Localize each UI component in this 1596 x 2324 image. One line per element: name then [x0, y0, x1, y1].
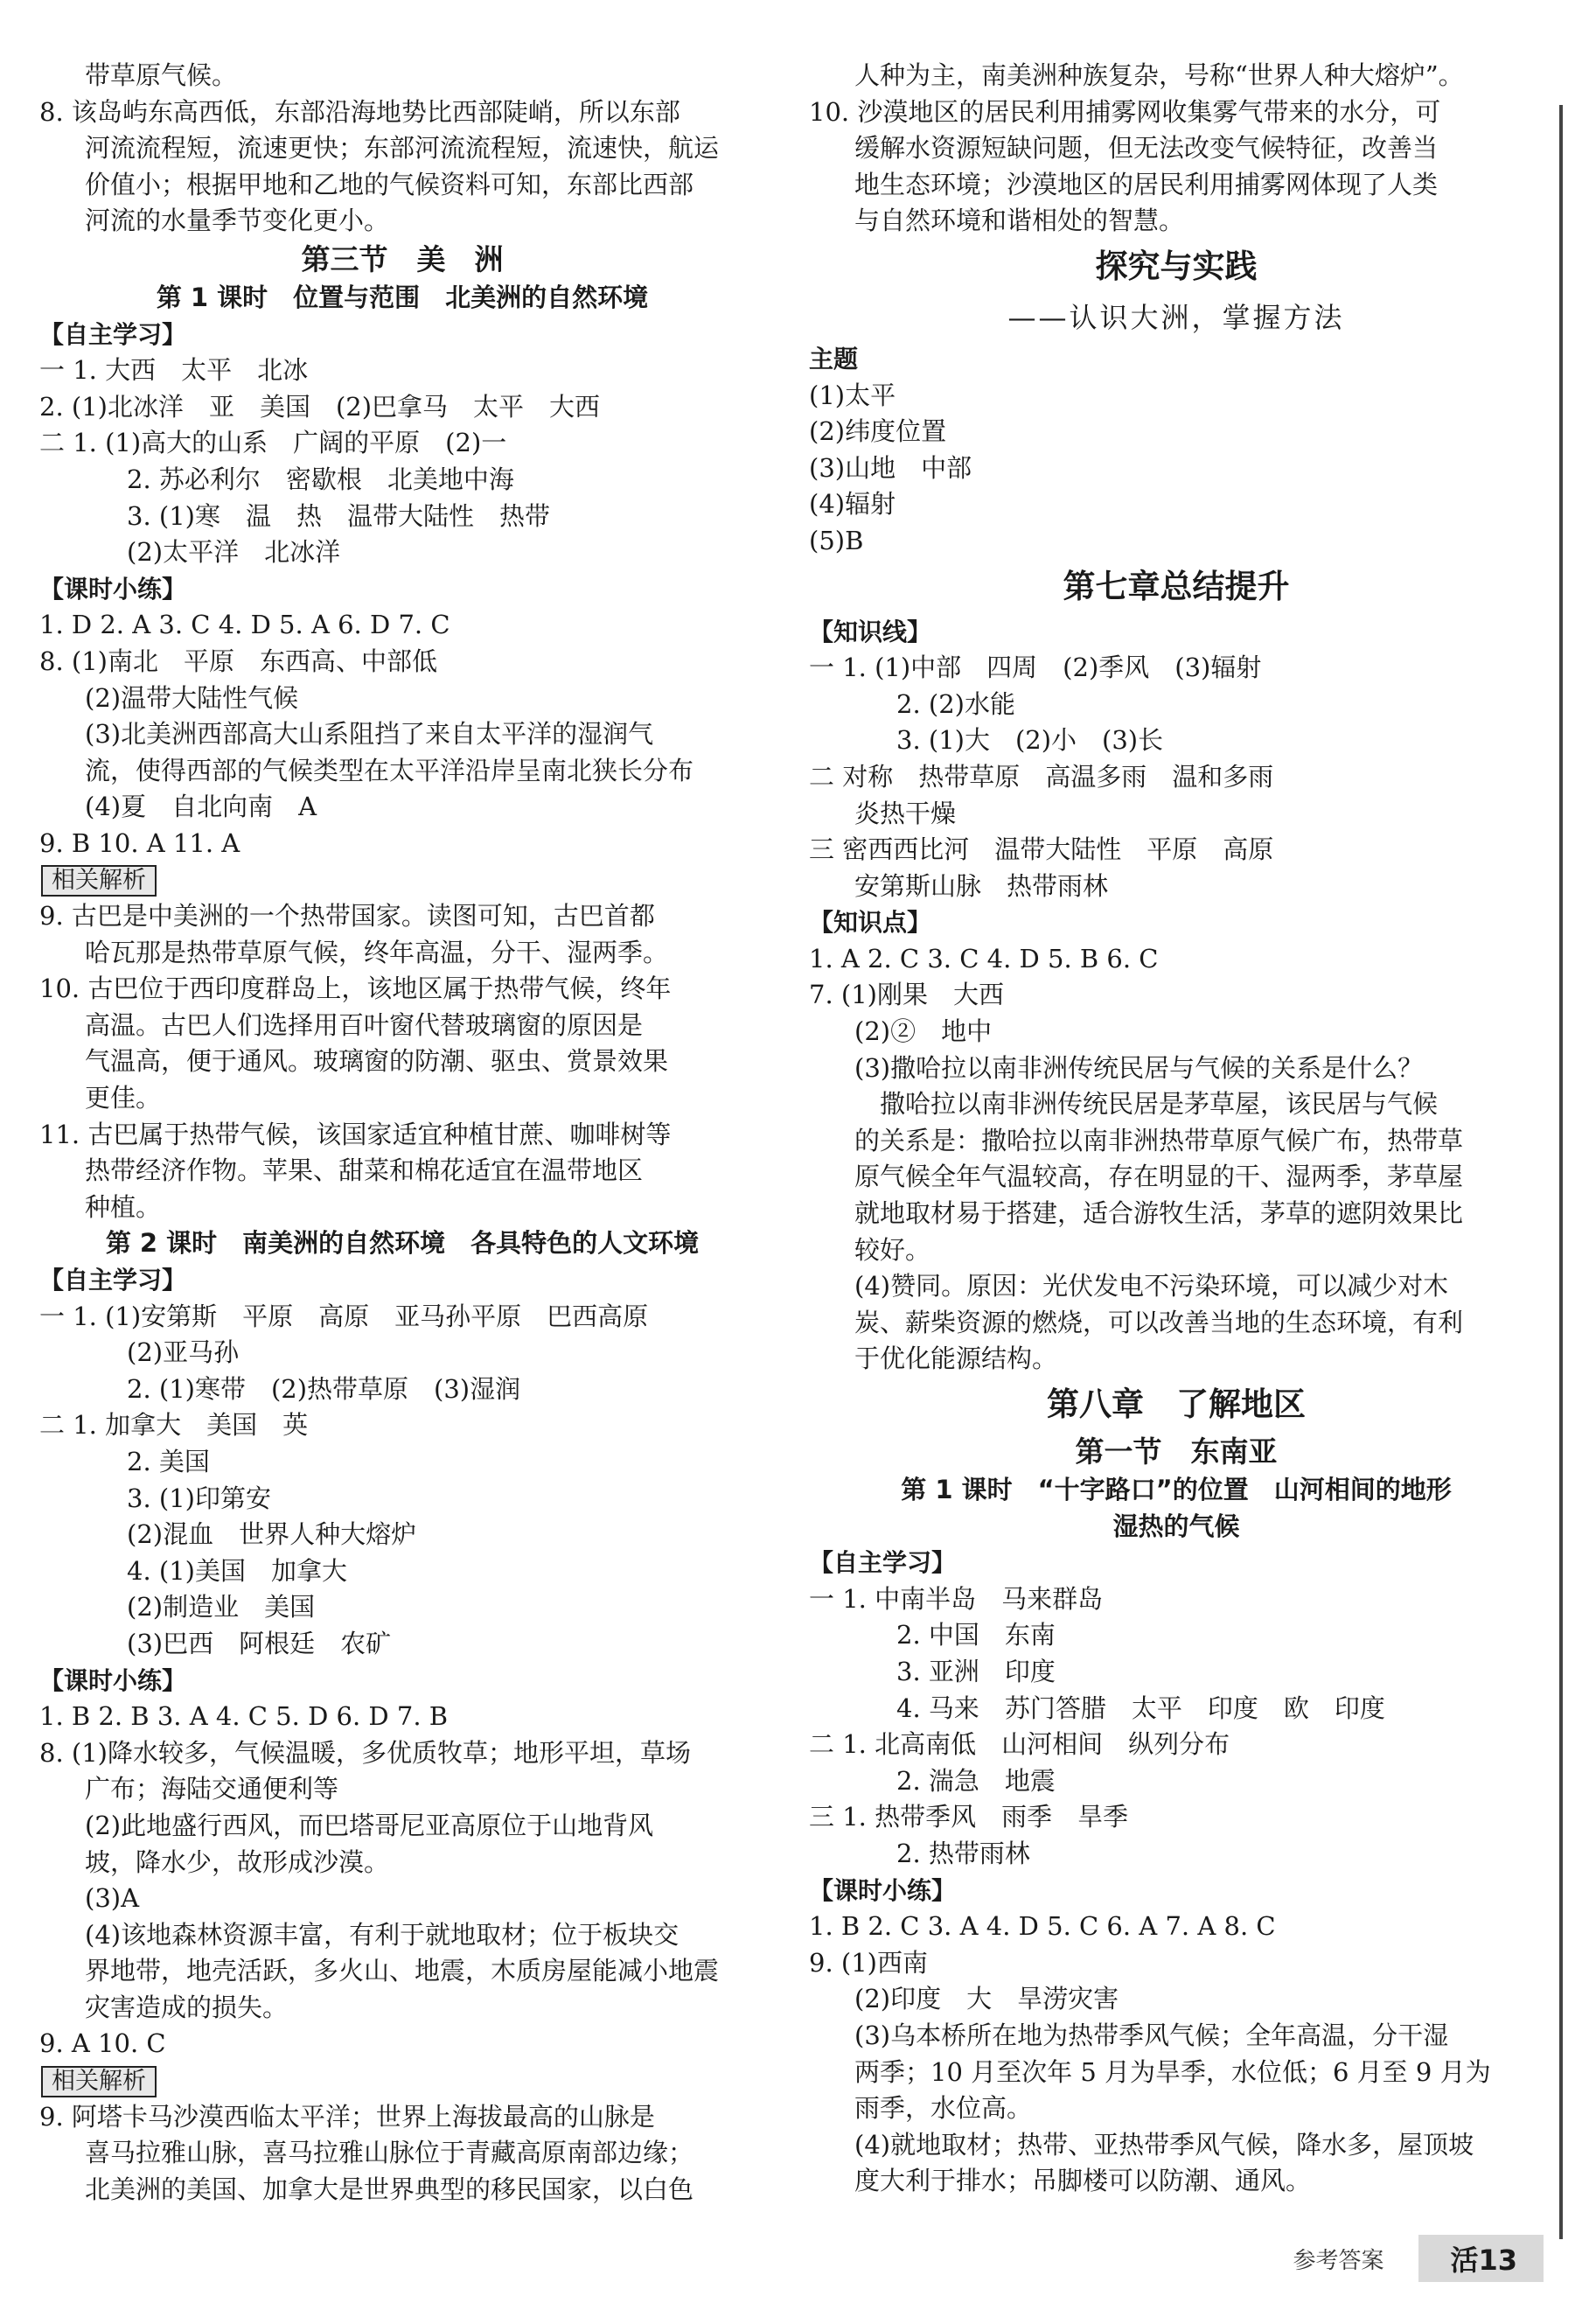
answer-line: 雨季，水位高。 — [854, 2093, 1033, 2124]
answer-line: (4)该地森林资源丰富，有利于就地取材；位于板块交 — [85, 1919, 680, 1950]
lesson-title: 第 1 课时 “十字路口”的位置 山河相间的地形 — [901, 1475, 1452, 1504]
answer-line: 种植。 — [85, 1191, 162, 1222]
answer-line: (3)A — [85, 1883, 140, 1914]
answer-line: 北美洲的美国、加拿大是世界典型的移民国家，以白色 — [85, 2174, 694, 2204]
lesson-title: 第 1 课时 位置与范围 北美洲的自然环境 — [156, 282, 649, 312]
answer-line: 2. (2)水能 — [896, 688, 1015, 719]
subsection-heading: 【知识线】 — [809, 617, 932, 646]
answer-line: (4)赞同。原因：光伏发电不污染环境，可以减少对木 — [854, 1271, 1449, 1302]
answer-line: (5)B — [809, 525, 864, 555]
page-footer — [1293, 2232, 1544, 2285]
subsection-heading: 【知识点】 — [809, 908, 932, 938]
answer-line: (2)此地盛行西风，而巴塔哥尼亚高原位于山地背风 — [85, 1810, 654, 1840]
subsection-heading: 【自主学习】 — [39, 319, 187, 349]
answer-line: 坡，降水少，故形成沙漠。 — [85, 1846, 390, 1877]
answer-line: 3. 亚洲 印度 — [896, 1656, 1056, 1686]
answer-line: 8. 该岛屿东高西低，东部沿海地势比西部陡峭，所以东部 — [39, 96, 680, 127]
answer-line: 河流的水量季节变化更小。 — [85, 206, 390, 236]
answer-line: 二 对称 热带草原 高温多雨 温和多雨 — [809, 761, 1274, 792]
subsection-heading: 【课时小练】 — [809, 1875, 957, 1905]
answer-line: (2)亚马孙 — [127, 1337, 240, 1368]
answer-line: 2. 热带雨林 — [896, 1838, 1030, 1868]
answer-line: (3)撒哈拉以南非洲传统民居与气候的关系是什么？ — [854, 1052, 1424, 1083]
subsection-heading: 【自主学习】 — [39, 1266, 187, 1295]
answer-line: (2)制造业 美国 — [127, 1592, 316, 1623]
section-title: 第一节 东南亚 — [1075, 1434, 1278, 1469]
answer-line: (2)纬度位置 — [809, 416, 947, 447]
answer-line: 3. (1)大 (2)小 (3)长 — [896, 725, 1164, 756]
analysis-heading-row — [39, 2062, 765, 2099]
answer-line: 高温。古巴人们选择用百叶窗代替玻璃窗的原因是 — [85, 1009, 644, 1040]
answer-line: (3)乌本桥所在地为热带季风气候；全年高温，分干湿 — [854, 2020, 1449, 2050]
answer-line: 撒哈拉以南非洲传统民居是茅草屋，该民居与气候 — [854, 1089, 1439, 1120]
chapter-title: 探究与实践 — [1095, 247, 1258, 285]
answer-line: 1. B 2. C 3. A 4. D 5. C 6. A 7. A 8. C — [809, 1911, 1276, 1942]
answer-line: 10. 沙漠地区的居民利用捕雾网收集雾气带来的水分，可 — [809, 96, 1441, 127]
answer-line: (1)太平 — [809, 380, 896, 410]
answer-line: 二 1. (1)高大的山系 广阔的平原 (2)一 — [39, 428, 507, 458]
subsection-heading: 主题 — [809, 344, 859, 373]
answer-line: 1. D 2. A 3. C 4. D 5. A 6. D 7. C — [39, 610, 450, 640]
answer-line: 界地带，地壳活跃，多火山、地震，木质房屋能减小地震 — [85, 1956, 720, 1986]
answer-line: (4)就地取材；热带、亚热带季风气候，降水多，屋顶坡 — [854, 2129, 1474, 2160]
answer-line: 与自然环境和谐相处的智慧。 — [854, 206, 1185, 236]
answer-line: 三 密西西比河 温带大陆性 平原 高原 — [809, 834, 1274, 865]
answer-line: 哈瓦那是热带草原气候，终年高温，分干、湿两季。 — [85, 937, 669, 967]
answer-line: 一 1. 中南半岛 马来群岛 — [809, 1583, 1104, 1614]
answer-line: 9. 古巴是中美洲的一个热带国家。读图可知，古巴首都 — [39, 901, 655, 932]
section-title: 第三节 美 洲 — [301, 241, 504, 276]
subsection-heading: 【课时小练】 — [39, 574, 187, 604]
left-column — [39, 58, 765, 2208]
answer-line: 就地取材易于搭建，适合游牧生活，茅草的遮阴效果比 — [854, 1198, 1464, 1229]
answer-line: (2)温带大陆性气候 — [85, 682, 299, 713]
answer-line: 2. 苏必利尔 密歇根 北美地中海 — [127, 464, 514, 494]
answer-line: 喜马拉雅山脉，喜马拉雅山脉位于青藏高原南部边缘； — [85, 2138, 694, 2168]
chapter-title: 第八章 了解地区 — [1047, 1385, 1306, 1423]
answer-line: (4)夏 自北向南 A — [85, 792, 317, 822]
answer-line: (4)辐射 — [809, 489, 896, 520]
answer-line: 8. (1)南北 平原 东西高、中部低 — [39, 646, 437, 676]
answer-line: 度大利于排水；吊脚楼可以防潮、通风。 — [854, 2166, 1312, 2196]
answer-line: 安第斯山脉 热带雨林 — [854, 870, 1109, 901]
answer-line: 原气候全年气温较高，存在明显的干、湿两季，茅草屋 — [854, 1162, 1464, 1192]
answer-line: 一 1. (1)安第斯 平原 高原 亚马孙平原 巴西高原 — [39, 1301, 649, 1331]
answer-line: 11. 古巴属于热带气候，该国家适宜种植甘蔗、咖啡树等 — [39, 1119, 672, 1149]
answer-line: 灾害造成的损失。 — [85, 1992, 289, 2022]
subsection-heading: 【自主学习】 — [809, 1548, 957, 1578]
answer-line: 2. (1)寒带 (2)热带草原 (3)湿润 — [127, 1373, 521, 1404]
answer-line: (2)太平洋 北冰洋 — [127, 537, 341, 568]
answer-line: 4. (1)美国 加拿大 — [127, 1555, 347, 1586]
answer-line: 9. B 10. A 11. A — [39, 827, 240, 858]
lesson-title: 第 2 课时 南美洲的自然环境 各具特色的人文环境 — [105, 1228, 700, 1259]
answer-line: 价值小；根据甲地和乙地的气候资料可知，东部比西部 — [85, 169, 694, 199]
answer-line: 9. A 10. C — [39, 2028, 166, 2059]
answer-line: 2. (1)北冰洋 亚 美国 (2)巴拿马 太平 大西 — [39, 391, 601, 422]
answer-line: 地生态环境；沙漠地区的居民利用捕雾网体现了人类 — [854, 169, 1439, 199]
answer-line: 更佳。 — [85, 1083, 162, 1113]
analysis-heading-row — [39, 862, 765, 898]
answer-line: 气温高，便于通风。玻璃窗的防潮、驱虫、赏景效果 — [85, 1046, 669, 1077]
answer-line: 2. 美国 — [127, 1446, 210, 1476]
answer-line: 于优化能源结构。 — [854, 1343, 1058, 1374]
answer-line: (3)巴西 阿根廷 农矿 — [127, 1628, 392, 1658]
subtitle: ——认识大洲，掌握方法 — [1007, 300, 1345, 334]
answer-line: (3)山地 中部 — [809, 452, 972, 483]
answer-line: 热带经济作物。苹果、甜菜和棉花适宜在温带地区 — [85, 1155, 644, 1186]
analysis-heading: 相关解析 — [41, 865, 157, 897]
answer-line: 10. 古巴位于西印度群岛上，该地区属于热带气候，终年 — [39, 974, 672, 1004]
answer-line: 3. (1)印第安 — [127, 1483, 271, 1513]
answer-line: 二 1. 加拿大 美国 英 — [39, 1410, 309, 1441]
answer-line: (2)② 地中 — [854, 1016, 993, 1047]
answer-line: 广布；海陆交通便利等 — [85, 1774, 339, 1804]
page-edge-rule — [1559, 105, 1563, 2239]
answer-line: 3. (1)寒 温 热 温带大陆性 热带 — [127, 500, 550, 531]
lesson-title: 湿热的气候 — [1112, 1511, 1240, 1541]
answer-line: 9. (1)西南 — [809, 1947, 928, 1978]
answer-line: 2. 湍急 地震 — [896, 1765, 1056, 1796]
subsection-heading: 【课时小练】 — [39, 1665, 187, 1695]
answer-line: 炎热干燥 — [854, 798, 957, 828]
analysis-heading: 相关解析 — [41, 2066, 157, 2097]
answer-line: 8. (1)降水较多，气候温暖，多优质牧草；地形平坦，草场 — [39, 1737, 691, 1768]
right-column — [809, 58, 1544, 2200]
answer-line: 炭、薪柴资源的燃烧，可以改善当地的生态环境，有利 — [854, 1307, 1464, 1337]
answer-line: 4. 马来 苏门答腊 太平 印度 欧 印度 — [896, 1692, 1385, 1723]
answer-line: 两季；10 月至次年 5 月为旱季，水位低；6 月至 9 月为 — [854, 2056, 1491, 2087]
answer-line: 三 1. 热带季风 雨季 旱季 — [809, 1802, 1129, 1832]
answer-line: 7. (1)刚果 大西 — [809, 980, 1004, 1010]
chapter-title: 第七章总结提升 — [1063, 567, 1290, 605]
answer-line: 较好。 — [854, 1234, 931, 1265]
answer-line: 2. 中国 东南 — [896, 1620, 1056, 1651]
answer-line: 一 1. (1)中部 四周 (2)季风 (3)辐射 — [809, 653, 1262, 683]
answer-line: 流，使得西部的气候类型在太平洋沿岸呈南北狭长分布 — [85, 755, 694, 785]
answer-line: 缓解水资源短缺问题，但无法改变气候特征，改善当 — [854, 133, 1439, 164]
answer-line: 一 1. 大西 太平 北冰 — [39, 355, 309, 386]
answer-line: 1. B 2. B 3. A 4. C 5. D 6. D 7. B — [39, 1701, 449, 1732]
answer-line: 二 1. 北高南低 山河相间 纵列分布 — [809, 1729, 1230, 1760]
answer-line: 9. 阿塔卡马沙漠西临太平洋；世界上海拔最高的山脉是 — [39, 2101, 655, 2132]
answer-line: 人种为主，南美洲种族复杂，号称“世界人种大熔炉”。 — [854, 60, 1464, 90]
answer-line: 河流流程短，流速更快；东部河流流程短，流速快，航运 — [85, 133, 720, 164]
answer-line: 的关系是：撒哈拉以南非洲热带草原气候广布，热带草 — [854, 1125, 1464, 1155]
answer-line: 带草原气候。 — [85, 60, 238, 90]
answer-line: (2)印度 大 旱涝灾害 — [854, 1984, 1119, 2014]
answer-line: (3)北美洲西部高大山系阻挡了来自太平洋的湿润气 — [85, 719, 654, 750]
page-number: 活13 — [1418, 2235, 1544, 2282]
answer-line: 1. A 2. C 3. C 4. D 5. B 6. C — [809, 943, 1159, 974]
footer-reference-label: 参考答案 — [1293, 2247, 1384, 2274]
answer-line: (2)混血 世界人种大熔炉 — [127, 1519, 417, 1550]
